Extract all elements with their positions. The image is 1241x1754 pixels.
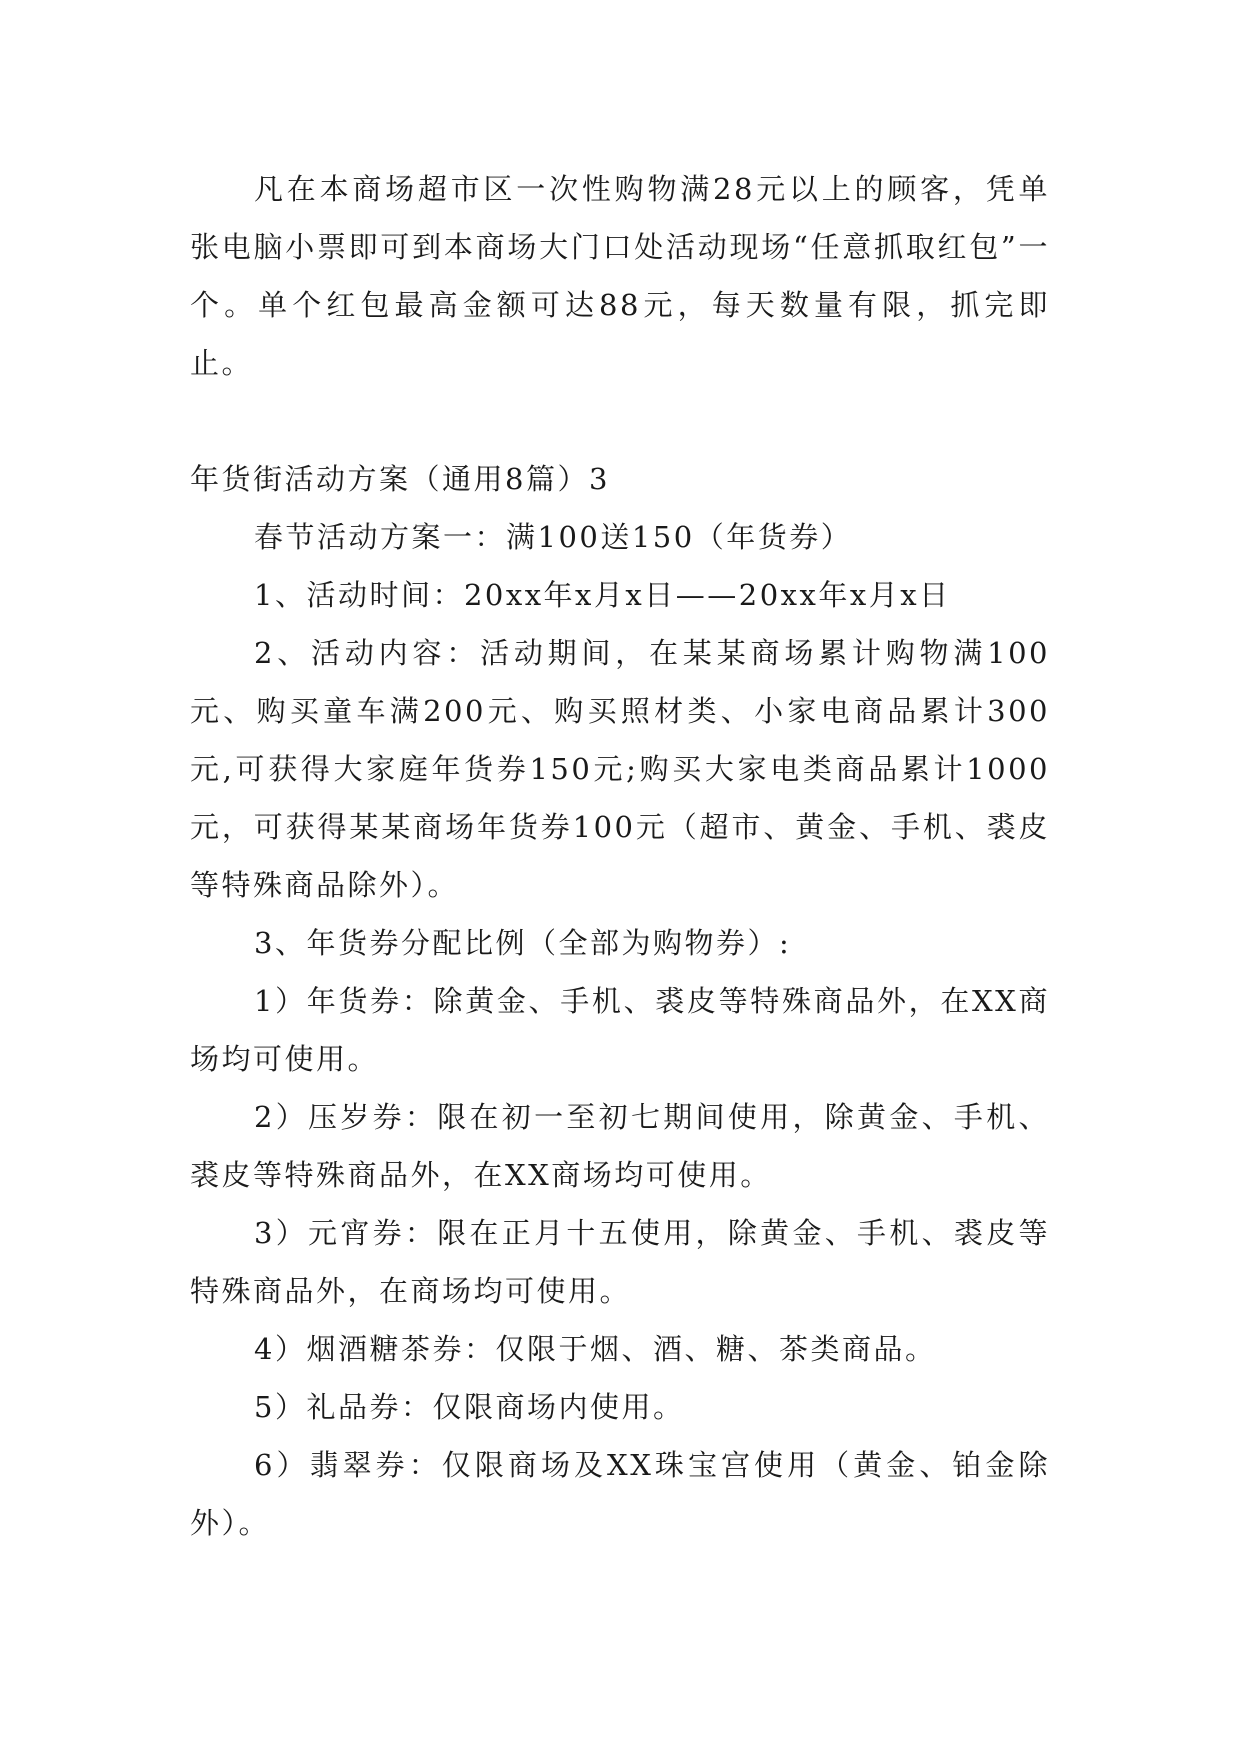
section-spacer <box>190 392 1050 450</box>
voucher-item-5: 5）礼品券：仅限商场内使用。 <box>254 1390 685 1424</box>
voucher-item-1: 1）年货券：除黄金、手机、裘皮等特殊商品外，在XX商场均可使用。 <box>190 984 1050 1076</box>
activity-content-paragraph: 2、活动内容：活动期间，在某某商场累计购物满100元、购买童车满200元、购买照材类、小家电商品累计300元,可获得大家庭年货券150元;购买大家电类商品累计1000元，可获得某某商场年货券100元（超市、黄金、手机、裘皮等特殊商品除外）。 <box>190 636 1050 902</box>
voucher-item-3: 3）元宵券：限在正月十五使用，除黄金、手机、裘皮等特殊商品外，在商场均可使用。 <box>190 1216 1050 1308</box>
voucher-item-6: 6）翡翠券：仅限商场及XX珠宝宫使用（黄金、铂金除外）。 <box>190 1448 1050 1540</box>
voucher-item-4: 4）烟酒糖茶券：仅限于烟、酒、糖、茶类商品。 <box>254 1332 937 1366</box>
document-body <box>190 160 1050 1552</box>
section-heading: 年货街活动方案（通用8篇）3 <box>190 462 610 496</box>
intro-paragraph: 凡在本商场超市区一次性购物满28元以上的顾客，凭单张电脑小票即可到本商场大门口处活动现场“任意抓取红包”一个。单个红包最高金额可达88元，每天数量有限，抓完即止。 <box>190 172 1050 380</box>
voucher-item-2: 2）压岁券：限在初一至初七期间使用，除黄金、手机、裘皮等特殊商品外，在XX商场均可使用。 <box>190 1100 1050 1192</box>
voucher-ratio-paragraph: 3、年货券分配比例（全部为购物券）: <box>254 926 792 960</box>
activity-time-paragraph: 1、活动时间：20xx年x月x日——20xx年x月x日 <box>254 578 951 612</box>
plan-title-paragraph: 春节活动方案一：满100送150（年货券） <box>254 520 853 554</box>
